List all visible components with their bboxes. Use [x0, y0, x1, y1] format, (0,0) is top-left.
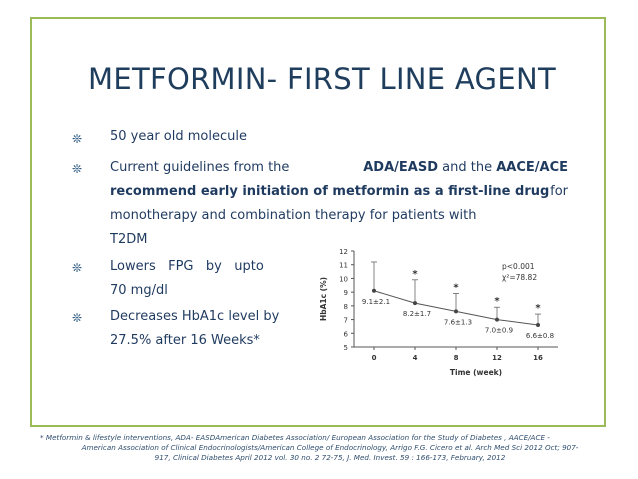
guidelines-line-2	[110, 180, 568, 204]
significance-mark-1: *	[412, 268, 418, 280]
data-label-3: 7.0±0.9	[484, 326, 514, 335]
bullet-hba1c	[72, 305, 308, 353]
bullet-fpg	[72, 255, 308, 303]
hba1c-line-1: Decreases HbA1c level by	[110, 309, 280, 324]
x-tick-label-3: 12	[492, 354, 502, 362]
guidelines-for: for	[550, 184, 568, 199]
y-tick-label-5: 10	[339, 275, 348, 284]
guidelines-line-1	[110, 156, 568, 180]
bullet-text	[110, 156, 568, 252]
y-tick-label-3: 8	[343, 302, 348, 311]
y-tick-label-4: 9	[343, 289, 348, 298]
y-tick-label-1: 6	[343, 330, 348, 339]
footnote-line-1: * Metformin & lifestyle interventions, ADA- EASDAmerican Diabetes Association/ European Association for the Study of Diabetes , AACE/ACE -	[40, 433, 550, 442]
data-point-0	[372, 289, 376, 293]
data-label-1: 8.2±1.7	[402, 310, 432, 319]
footnote-line-3: 917, Clinical Diabetes April 2012 vol. 30 no. 2 72-75, J. Med. Invest. 59 : 166-173, February, 2012	[154, 453, 506, 462]
data-point-4	[536, 323, 540, 327]
bullet-marker-icon: ❊	[72, 311, 83, 325]
footnote	[40, 433, 620, 463]
x-tick-label-1: 4	[412, 354, 418, 362]
data-label-0: 9.1±2.1	[361, 297, 391, 306]
y-tick-label-7: 12	[339, 248, 348, 256]
data-point-2	[454, 309, 458, 313]
y-tick-label-0: 5	[343, 344, 348, 352]
y-axis-label: HbA1c (%)	[319, 276, 328, 322]
hba1c-chart	[312, 243, 572, 378]
annotation-chi-square: χ²=78.82	[502, 273, 538, 282]
slide-title: METFORMIN- FIRST LINE AGENT	[88, 62, 556, 96]
bullet-text	[110, 255, 308, 303]
x-tick-label-4: 16	[533, 354, 543, 362]
hba1c-line-2: 27.5% after 16 Weeks*	[110, 333, 260, 348]
annotation-p-value: p<0.001	[502, 262, 535, 271]
x-tick-label-2: 8	[453, 354, 459, 362]
fpg-line-1: Lowers FPG by upto	[110, 259, 264, 274]
data-point-1	[413, 301, 417, 305]
bullet-text	[110, 305, 308, 353]
bullet-molecule-age	[72, 126, 572, 148]
fpg-line-2: 70 mg/dl	[110, 283, 168, 298]
bullet-marker-icon: ❊	[72, 261, 83, 275]
y-tick-label-2: 7	[343, 316, 348, 325]
bullet-marker-icon: ❊	[72, 162, 83, 176]
significance-mark-4: *	[535, 303, 541, 315]
guidelines-recommendation: recommend early initiation of metformin as a first-line drug	[110, 184, 550, 199]
footnote-line-2: American Association of Clinical Endocrinologists/American College of Endocrinology, Arrigo F.G. Cicero et al. Arch Med Sci 2012 Oct; 907-	[81, 443, 579, 452]
guidelines-line-3	[110, 204, 568, 228]
bullet-marker-icon: ❊	[72, 132, 83, 146]
significance-mark-3: *	[494, 296, 500, 308]
guidelines-pre: Current guidelines from the	[110, 160, 290, 175]
guidelines-ada: ADA/EASD	[363, 160, 438, 175]
data-point-3	[495, 318, 499, 322]
guidelines-line-4: T2DM	[110, 232, 148, 247]
bullet-text: 50 year old molecule	[110, 129, 247, 144]
data-label-2: 7.6±1.3	[443, 318, 473, 327]
y-tick-label-6: 11	[339, 261, 348, 270]
guidelines-aace: AACE/ACE	[496, 160, 568, 175]
guidelines-therapy: monotherapy and combination therapy for patients with	[110, 208, 477, 223]
significance-mark-2: *	[453, 282, 459, 294]
x-axis-label: Time (week)	[449, 368, 503, 377]
bullet-guidelines	[72, 156, 568, 252]
data-label-4: 6.6±0.8	[525, 332, 555, 341]
guidelines-and: and the	[442, 160, 493, 175]
x-tick-label-0: 0	[371, 354, 377, 362]
